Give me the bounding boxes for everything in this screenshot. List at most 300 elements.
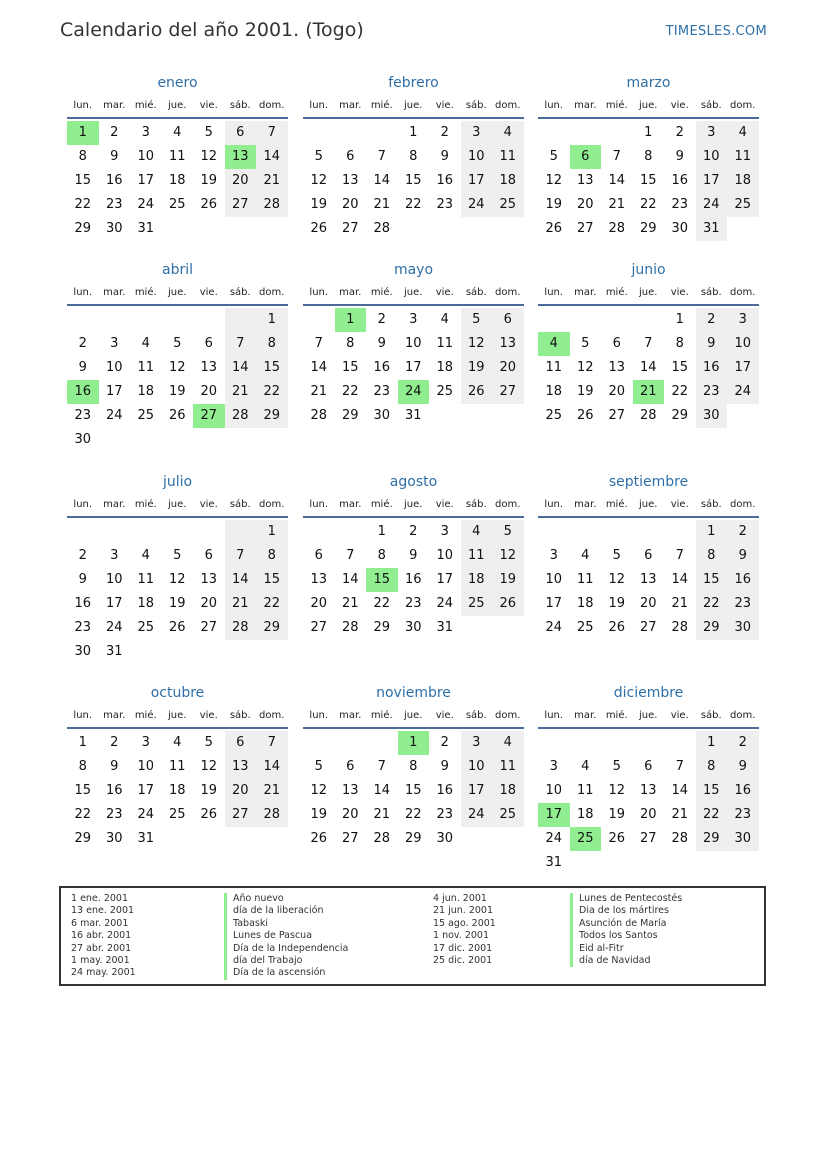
holiday-name: día de Navidad	[570, 955, 682, 967]
day: 16	[436, 173, 454, 188]
day: 31	[404, 408, 422, 423]
day: 15	[256, 356, 288, 380]
day: 22	[74, 197, 92, 212]
day: 12	[168, 360, 186, 375]
day: 8	[696, 755, 728, 779]
empty-cell	[256, 217, 288, 241]
day: 3	[549, 548, 558, 563]
day: 8	[377, 548, 386, 563]
day-grid	[67, 121, 288, 241]
day: 2	[440, 125, 449, 140]
day: 30	[404, 620, 422, 635]
day: 26	[200, 197, 218, 212]
day: 29	[639, 221, 657, 236]
day: 20	[576, 197, 594, 212]
day: 13	[225, 755, 257, 779]
empty-cell	[99, 428, 131, 452]
day: 15	[671, 360, 689, 375]
weekday-label: mié.	[134, 710, 157, 721]
holiday-date: 13 ene. 2001	[71, 905, 135, 917]
holiday-name: Dia de los mártires	[570, 905, 682, 917]
day: 20	[225, 169, 257, 193]
day: 10	[404, 336, 422, 351]
day: 19	[608, 807, 626, 822]
month-septiembre	[538, 472, 759, 640]
empty-cell	[162, 827, 194, 851]
day: 20	[310, 596, 328, 611]
day: 6	[204, 548, 213, 563]
day: 27	[608, 408, 626, 423]
day: 29	[256, 404, 288, 428]
day: 23	[727, 592, 759, 616]
day: 17	[105, 384, 123, 399]
empty-cell	[162, 217, 194, 241]
day: 24	[105, 620, 123, 635]
day: 17	[105, 596, 123, 611]
empty-cell	[664, 520, 696, 544]
day: 7	[644, 336, 653, 351]
day: 28	[225, 404, 257, 428]
day: 23	[74, 620, 92, 635]
month-name: julio	[162, 474, 193, 490]
weekday-label: jue.	[639, 100, 658, 111]
day: 23	[74, 408, 92, 423]
day: 25	[727, 193, 759, 217]
day: 20	[225, 779, 257, 803]
day: 16	[727, 568, 759, 592]
weekday-label: mar.	[574, 100, 597, 111]
day: 18	[492, 779, 524, 803]
day: 10	[727, 332, 759, 356]
weekday-label: sáb.	[700, 499, 722, 510]
day: 19	[310, 197, 328, 212]
day: 21	[310, 384, 328, 399]
day: 22	[671, 384, 689, 399]
day: 2	[78, 548, 87, 563]
day: 25	[168, 197, 186, 212]
day: 20	[341, 197, 359, 212]
day: 14	[341, 572, 359, 587]
empty-cell	[99, 308, 131, 332]
empty-cell	[633, 520, 665, 544]
weekday-label: mar.	[574, 499, 597, 510]
day: 6	[492, 308, 524, 332]
weekday-label: lun.	[309, 499, 329, 510]
day: 23	[696, 380, 728, 404]
day: 17	[436, 572, 454, 587]
weekday-header	[303, 494, 524, 518]
day: 5	[314, 759, 323, 774]
day: 12	[492, 544, 524, 568]
day: 9	[377, 336, 386, 351]
day: 4	[492, 121, 524, 145]
weekday-label: mar.	[103, 499, 126, 510]
day: 14	[373, 783, 391, 798]
weekday-label: mié.	[134, 287, 157, 298]
day: 21	[373, 807, 391, 822]
day: 14	[373, 173, 391, 188]
day: 6	[225, 121, 257, 145]
empty-cell	[67, 308, 99, 332]
day: 15	[74, 173, 92, 188]
day: 24	[461, 803, 493, 827]
day: 4	[173, 125, 182, 140]
day: 29	[74, 221, 92, 236]
day: 16	[404, 572, 422, 587]
day: 22	[373, 596, 391, 611]
day: 16	[671, 173, 689, 188]
day: 17	[404, 360, 422, 375]
month-name: noviembre	[376, 685, 451, 701]
holiday-day: 21	[633, 380, 665, 404]
day: 8	[675, 336, 684, 351]
day: 15	[404, 173, 422, 188]
day: 5	[612, 548, 621, 563]
empty-cell	[225, 308, 257, 332]
empty-cell	[335, 520, 367, 544]
day-grid	[538, 731, 759, 875]
day: 14	[310, 360, 328, 375]
day-grid	[303, 121, 524, 241]
month-name: junio	[631, 262, 666, 278]
day: 17	[696, 169, 728, 193]
holiday-date: 24 may. 2001	[71, 967, 136, 979]
day: 12	[608, 783, 626, 798]
holiday-day: 25	[570, 827, 602, 851]
day: 20	[341, 807, 359, 822]
day: 12	[200, 149, 218, 164]
day: 20	[639, 807, 657, 822]
weekday-label: mar.	[103, 100, 126, 111]
weekday-header	[303, 95, 524, 119]
day: 5	[204, 735, 213, 750]
day: 24	[436, 596, 454, 611]
empty-cell	[303, 731, 335, 755]
day: 27	[492, 380, 524, 404]
day-grid	[538, 121, 759, 241]
day: 5	[581, 336, 590, 351]
weekday-label: mar.	[574, 710, 597, 721]
day: 14	[639, 360, 657, 375]
day: 9	[78, 360, 87, 375]
weekday-label: mar.	[574, 287, 597, 298]
weekday-label: vie.	[435, 710, 454, 721]
month-name: marzo	[626, 75, 671, 91]
weekday-label: vie.	[670, 499, 689, 510]
weekday-label: dom.	[259, 499, 285, 510]
day: 24	[461, 193, 493, 217]
day: 24	[727, 380, 759, 404]
day: 7	[612, 149, 621, 164]
empty-cell	[193, 217, 225, 241]
day: 8	[409, 149, 418, 164]
day: 6	[204, 336, 213, 351]
day: 13	[200, 572, 218, 587]
month-noviembre	[303, 683, 524, 851]
empty-cell	[601, 520, 633, 544]
empty-cell	[461, 217, 493, 241]
day: 26	[608, 620, 626, 635]
empty-cell	[130, 640, 162, 664]
day: 5	[173, 336, 182, 351]
weekday-header	[538, 95, 759, 119]
day: 7	[225, 544, 257, 568]
day: 3	[696, 121, 728, 145]
weekday-label: jue.	[639, 499, 658, 510]
holiday-name: Año nuevo	[224, 893, 348, 905]
day: 23	[373, 384, 391, 399]
day: 6	[314, 548, 323, 563]
holiday-name: Día de la Independencia	[224, 943, 348, 955]
day: 30	[373, 408, 391, 423]
day: 10	[545, 783, 563, 798]
holiday-name: Tabaski	[224, 918, 348, 930]
day: 25	[461, 592, 493, 616]
empty-cell	[664, 851, 696, 875]
day: 27	[200, 620, 218, 635]
day: 6	[346, 149, 355, 164]
day: 10	[436, 548, 454, 563]
day: 23	[436, 197, 454, 212]
day: 26	[200, 807, 218, 822]
empty-cell	[225, 217, 257, 241]
day: 17	[461, 169, 493, 193]
empty-cell	[99, 520, 131, 544]
day: 18	[137, 596, 155, 611]
holiday-date: 27 abr. 2001	[71, 942, 132, 954]
empty-cell	[162, 640, 194, 664]
weekday-label: lun.	[73, 287, 93, 298]
day: 30	[696, 404, 728, 428]
day: 21	[373, 197, 391, 212]
day: 24	[545, 831, 563, 846]
day-grid	[67, 731, 288, 851]
day: 30	[671, 221, 689, 236]
day: 16	[74, 596, 92, 611]
brand-link[interactable]: TIMESLES.COM	[665, 24, 767, 39]
day: 7	[377, 149, 386, 164]
day: 5	[549, 149, 558, 164]
day: 3	[440, 524, 449, 539]
weekday-label: jue.	[168, 710, 187, 721]
holiday-day: 16	[67, 380, 99, 404]
day: 10	[105, 572, 123, 587]
day: 22	[404, 807, 422, 822]
weekday-header	[303, 282, 524, 306]
month-name: febrero	[388, 75, 439, 91]
month-abril	[67, 260, 288, 452]
day: 16	[436, 783, 454, 798]
legend-dates-left	[71, 893, 136, 980]
day: 31	[137, 831, 155, 846]
day-grid	[303, 308, 524, 428]
weekday-label: lun.	[309, 100, 329, 111]
empty-cell	[130, 520, 162, 544]
day: 21	[671, 807, 689, 822]
day: 15	[639, 173, 657, 188]
holiday-name: día del Trabajo	[224, 955, 348, 967]
day: 28	[373, 831, 391, 846]
day: 9	[440, 149, 449, 164]
empty-cell	[570, 851, 602, 875]
day: 29	[696, 827, 728, 851]
day: 18	[492, 169, 524, 193]
day: 2	[110, 125, 119, 140]
day: 3	[141, 735, 150, 750]
holiday-date: 4 jun. 2001	[433, 893, 487, 904]
day: 24	[105, 408, 123, 423]
day: 23	[105, 807, 123, 822]
day: 7	[346, 548, 355, 563]
empty-cell	[193, 640, 225, 664]
day: 23	[671, 197, 689, 212]
day: 20	[608, 384, 626, 399]
weekday-label: jue.	[639, 287, 658, 298]
weekday-label: dom.	[259, 100, 285, 111]
weekday-label: mié.	[370, 710, 393, 721]
day: 31	[545, 855, 563, 870]
holiday-day: 1	[67, 121, 99, 145]
day: 5	[461, 308, 493, 332]
holiday-day: 24	[398, 380, 430, 404]
legend-names-right	[570, 893, 682, 967]
day: 1	[256, 520, 288, 544]
holiday-day: 1	[398, 731, 430, 755]
day: 6	[612, 336, 621, 351]
empty-cell	[538, 520, 570, 544]
day: 19	[200, 173, 218, 188]
day: 24	[137, 197, 155, 212]
weekday-label: vie.	[435, 287, 454, 298]
month-junio	[538, 260, 759, 428]
holiday-date: 16 abr. 2001	[71, 930, 132, 942]
day: 8	[696, 544, 728, 568]
empty-cell	[162, 520, 194, 544]
weekday-label: vie.	[199, 710, 218, 721]
weekday-label: mié.	[605, 710, 628, 721]
empty-cell	[366, 731, 398, 755]
weekday-label: dom.	[730, 499, 756, 510]
day: 17	[545, 596, 563, 611]
weekday-label: mié.	[605, 100, 628, 111]
weekday-label: mar.	[103, 710, 126, 721]
day: 25	[492, 803, 524, 827]
weekday-label: lun.	[544, 499, 564, 510]
holiday-name: día de la liberación	[224, 905, 348, 917]
empty-cell	[398, 217, 430, 241]
day: 2	[78, 336, 87, 351]
empty-cell	[130, 308, 162, 332]
weekday-label: sáb.	[229, 287, 251, 298]
day: 13	[200, 360, 218, 375]
weekday-label: jue.	[404, 499, 423, 510]
weekday-label: mié.	[605, 499, 628, 510]
weekday-label: sáb.	[465, 287, 487, 298]
weekday-label: mié.	[134, 499, 157, 510]
day: 27	[341, 831, 359, 846]
day: 9	[696, 332, 728, 356]
day: 14	[256, 755, 288, 779]
day: 11	[492, 755, 524, 779]
day: 12	[200, 759, 218, 774]
empty-cell	[570, 520, 602, 544]
day: 8	[346, 336, 355, 351]
day: 29	[74, 831, 92, 846]
day: 31	[105, 644, 123, 659]
empty-cell	[225, 827, 257, 851]
day: 2	[727, 731, 759, 755]
day: 25	[492, 193, 524, 217]
day: 8	[644, 149, 653, 164]
day: 19	[608, 596, 626, 611]
day: 20	[200, 596, 218, 611]
day: 27	[576, 221, 594, 236]
day: 22	[639, 197, 657, 212]
day: 3	[461, 121, 493, 145]
day: 5	[204, 125, 213, 140]
day: 29	[671, 408, 689, 423]
day: 9	[727, 755, 759, 779]
day: 18	[461, 568, 493, 592]
day: 26	[310, 221, 328, 236]
empty-cell	[601, 731, 633, 755]
day: 25	[576, 620, 594, 635]
day: 3	[141, 125, 150, 140]
day: 13	[576, 173, 594, 188]
empty-cell	[303, 520, 335, 544]
empty-cell	[256, 827, 288, 851]
day: 9	[78, 572, 87, 587]
holiday-date: 25 dic. 2001	[433, 954, 493, 966]
empty-cell	[601, 851, 633, 875]
empty-cell	[492, 217, 524, 241]
day: 14	[671, 783, 689, 798]
day: 19	[168, 384, 186, 399]
day: 15	[404, 783, 422, 798]
day: 14	[256, 145, 288, 169]
holiday-date: 6 mar. 2001	[71, 917, 129, 929]
day: 1	[377, 524, 386, 539]
day: 5	[173, 548, 182, 563]
weekday-label: mié.	[370, 499, 393, 510]
weekday-label: vie.	[670, 100, 689, 111]
day: 12	[168, 572, 186, 587]
empty-cell	[538, 121, 570, 145]
weekday-label: jue.	[404, 710, 423, 721]
day: 29	[404, 831, 422, 846]
day: 27	[225, 193, 257, 217]
weekday-label: mar.	[339, 100, 362, 111]
day: 4	[141, 548, 150, 563]
day: 26	[608, 831, 626, 846]
weekday-label: jue.	[168, 100, 187, 111]
day: 6	[346, 759, 355, 774]
day: 4	[440, 312, 449, 327]
day-grid	[67, 308, 288, 452]
weekday-label: lun.	[309, 287, 329, 298]
empty-cell	[429, 217, 461, 241]
weekday-header	[67, 494, 288, 518]
weekday-label: sáb.	[465, 100, 487, 111]
day: 6	[644, 759, 653, 774]
empty-cell	[193, 428, 225, 452]
day: 10	[461, 145, 493, 169]
day: 6	[225, 731, 257, 755]
weekday-label: dom.	[495, 710, 521, 721]
day: 8	[409, 759, 418, 774]
day: 25	[137, 620, 155, 635]
day: 29	[341, 408, 359, 423]
